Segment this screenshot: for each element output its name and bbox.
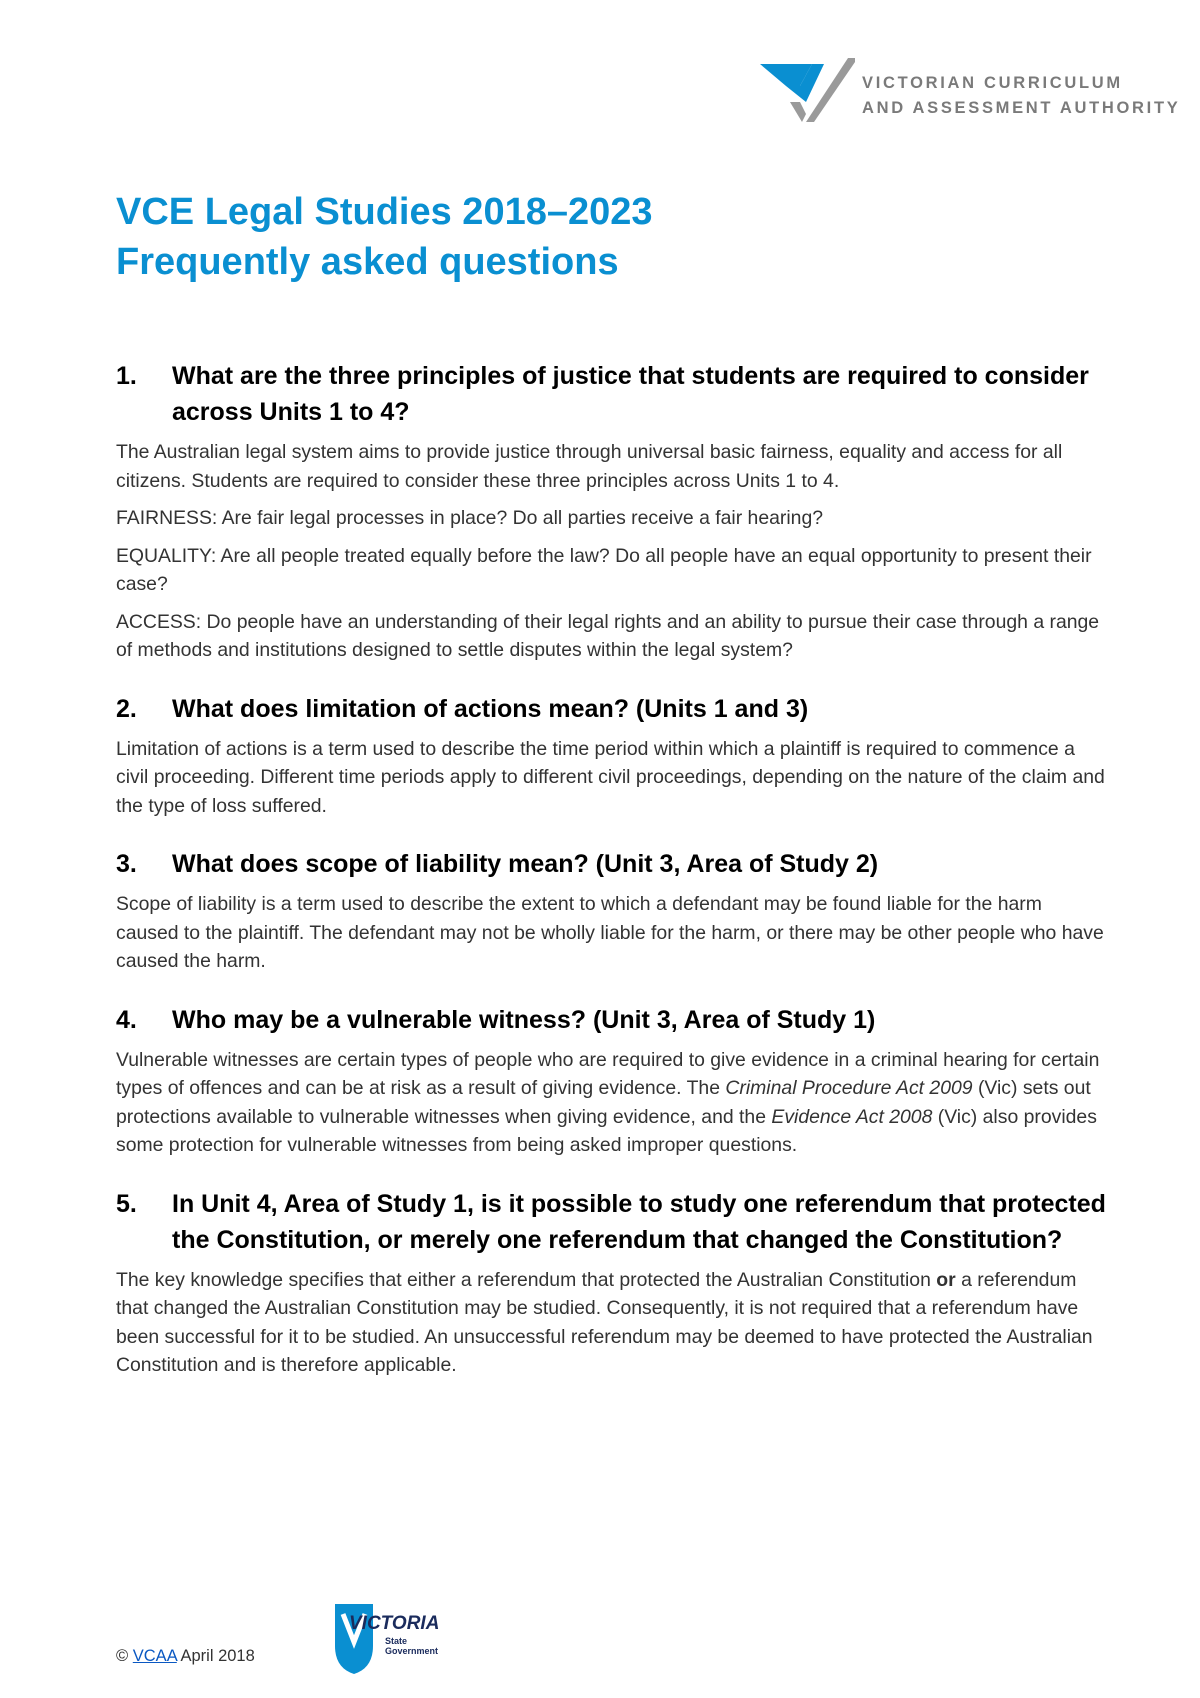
faq-item-4 (116, 1002, 1106, 1160)
question-heading (116, 358, 1106, 430)
answer-paragraph: FAIRNESS: Are fair legal processes in place? Do all parties receive a fair hearing? (116, 507, 824, 529)
question-text: What are the three principles of justice that students are required to consider across Units 1 to 4? (172, 362, 1089, 426)
footer-copyright (116, 1647, 255, 1666)
answer-paragraph: ACCESS: Do people have an understanding of their legal rights and an ability to pursue their case through a range of methods and institutions designed to settle disputes within the legal system? (116, 610, 1100, 661)
vcaa-logo-text (862, 71, 1180, 121)
question-text: What does scope of liability mean? (Unit 3, Area of Study 2) (172, 850, 879, 878)
faq-list (116, 358, 1106, 1406)
question-number: 3. (116, 850, 137, 878)
answer-paragraph: Scope of liability is a term used to describe the extent to which a defendant may be found liable for the harm caused to the plaintiff. The defendant may not be wholly liable for the harm, or there may be other people who have caused the harm. (116, 893, 1104, 972)
vic-logo-main: VICTORIA (349, 1613, 440, 1634)
answer-text: The key knowledge specifies that either a referendum that protected the Australian Constitution (116, 1268, 937, 1291)
title-line-2: Frequently asked questions (116, 241, 619, 283)
question-text: Who may be a vulnerable witness? (Unit 3, Area of Study 1) (172, 1005, 876, 1034)
question-number: 4. (116, 1005, 137, 1034)
faq-item-3 (116, 846, 1106, 976)
footer-date: April 2018 (180, 1647, 255, 1665)
question-number: 5. (116, 1189, 137, 1218)
faq-item-1 (116, 358, 1106, 665)
answer-text: a referendum that changed the Australian Constitution may be studied. Consequently, it is not required that a referendum have been successful for it to be studied. An unsuccessful referendum may be deemed to have protected the Australian Constitution and is therefore applicable. (116, 1268, 1093, 1376)
vic-logo-sub2: Government (385, 1646, 439, 1656)
answer-paragraph (116, 1266, 1106, 1380)
page-title (116, 187, 1116, 287)
faq-item-2 (116, 691, 1106, 821)
vcaa-link[interactable]: VCAA (132, 1647, 177, 1665)
question-text: In Unit 4, Area of Study 1, is it possible to study one referendum that protected the Constitution, or merely one referendum that changed the Constitution? (172, 1189, 1106, 1254)
answer-text: Vulnerable witnesses are certain types of people who are required to give evidence in a criminal hearing for certain types of offences and can be at risk as a result of giving evidence. The (116, 1048, 1100, 1099)
copyright-symbol: © (116, 1647, 129, 1665)
faq-item-5 (116, 1186, 1106, 1380)
question-heading (116, 846, 1106, 882)
question-number: 1. (116, 362, 137, 390)
logo-line-2: AND ASSESSMENT AUTHORITY (862, 99, 1181, 117)
logo-line-1: VICTORIAN CURRICULUM (862, 74, 1123, 92)
question-heading (116, 691, 1106, 727)
emphasis-text: or (936, 1268, 956, 1291)
vic-logo-sub1: State (385, 1636, 408, 1646)
answer-text: (Vic) also provides some protection for vulnerable witnesses from being asked improper questions. (116, 1105, 1097, 1156)
question-heading (116, 1186, 1106, 1258)
act-title: Evidence Act 2008 (771, 1105, 933, 1128)
vcaa-logo (760, 58, 1181, 122)
answer-paragraph: The Australian legal system aims to provide justice through universal basic fairness, equality and access for all citizens. Students are required to consider these three principles across Units 1 to 4. (116, 441, 1063, 492)
question-text: What does limitation of actions mean? (Units 1 and 3) (172, 694, 809, 723)
answer-text: (Vic) sets out protections available to vulnerable witnesses when giving evidence, and the (116, 1077, 1091, 1128)
victoria-state-government-logo-icon (333, 1602, 445, 1676)
question-number: 2. (116, 694, 137, 723)
question-heading (116, 1002, 1106, 1038)
answer-paragraph: Limitation of actions is a term used to describe the time period within which a plaintiff is required to commence a civil proceeding. Different time periods apply to different civil proceedings, depending on the nature of the claim and the type of loss suffered. (116, 737, 1105, 817)
act-title: Criminal Procedure Act 2009 (725, 1077, 973, 1099)
vcaa-logo-icon (760, 58, 855, 122)
title-line-1: VCE Legal Studies 2018–2023 (116, 191, 653, 233)
answer-paragraph: EQUALITY: Are all people treated equally before the law? Do all people have an equal opportunity to present their case? (116, 544, 1092, 595)
answer-paragraph (116, 1046, 1106, 1160)
